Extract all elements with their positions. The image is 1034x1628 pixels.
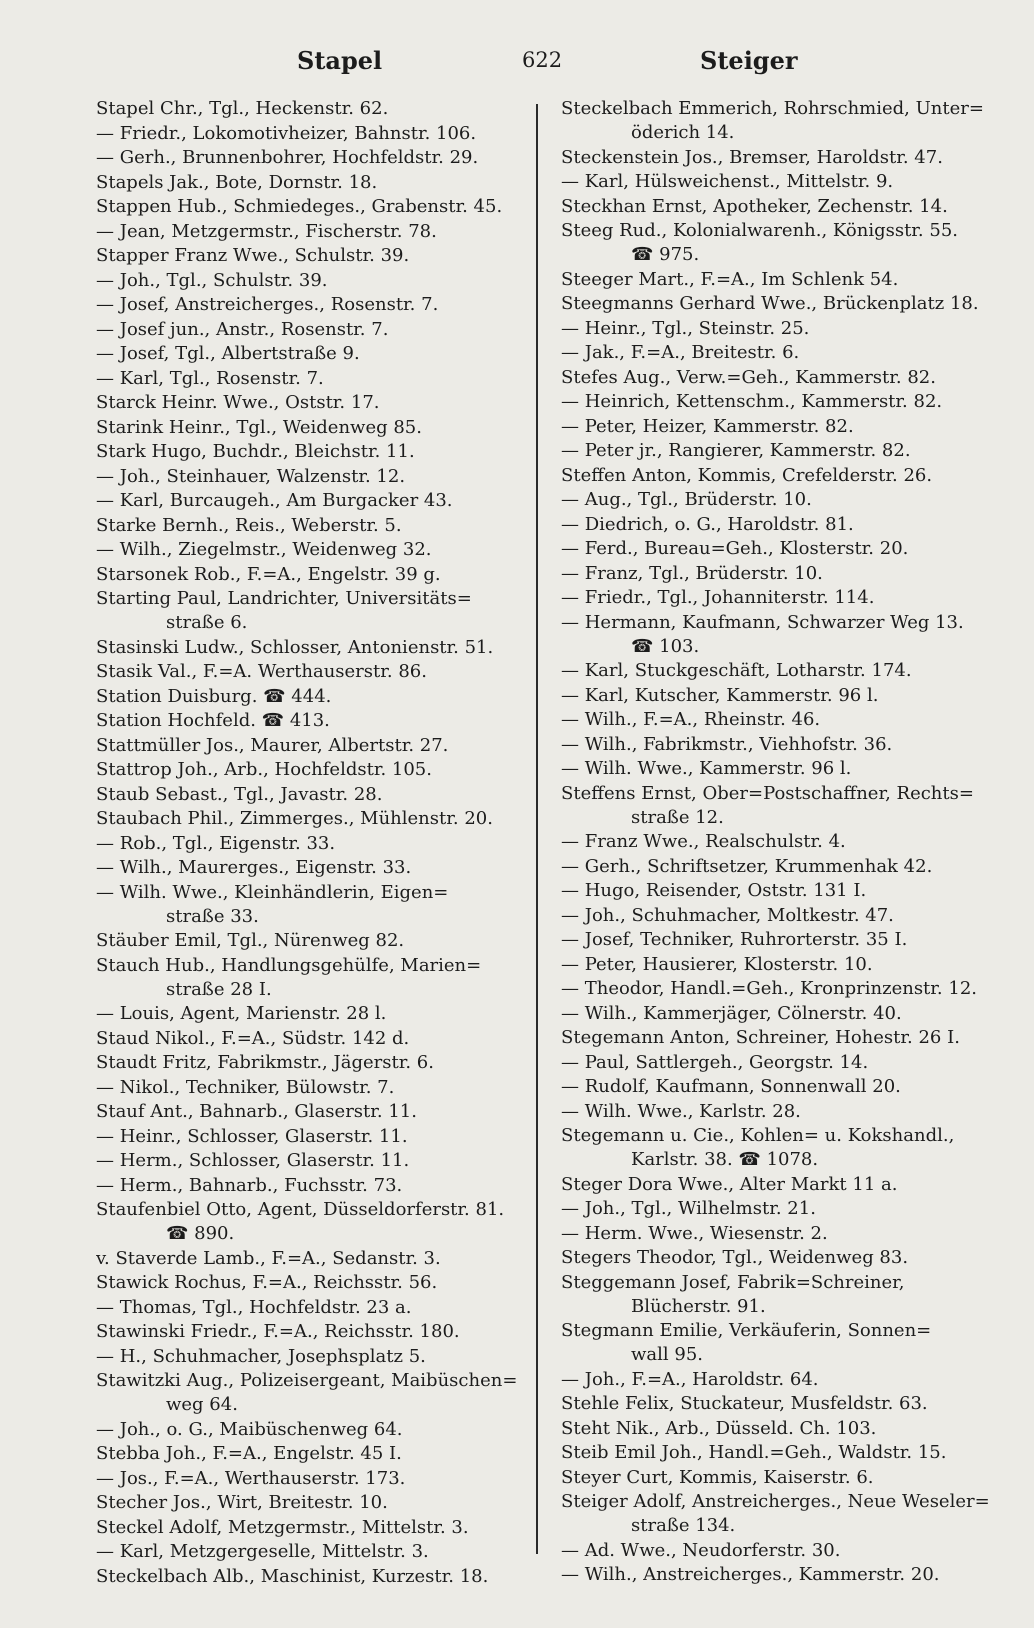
entry-text: — Ferd., Bureau=Geh., Klosterstr. 20. [561, 538, 909, 559]
directory-entry [561, 1100, 991, 1124]
directory-entry [96, 1467, 528, 1491]
entry-continuation: straße 33. [166, 905, 259, 927]
entry-text: — Louis, Agent, Marienstr. 28 l. [96, 1003, 387, 1024]
page-number: 622 [522, 48, 563, 72]
directory-entry [561, 830, 991, 854]
directory-entry [96, 1565, 528, 1589]
entry-text: — Karl, Tgl., Rosenstr. 7. [96, 367, 324, 389]
entry-text: — Rudolf, Kaufmann, Sonnenwall 20. [561, 1076, 901, 1097]
directory-entry [96, 1198, 528, 1246]
entry-continuation: Karlstr. 38. ☎ 1078. [631, 1149, 819, 1170]
directory-entry [96, 1442, 528, 1466]
entry-text: Stefes Aug., Verw.=Geh., Kammerstr. 82. [561, 366, 936, 388]
entry-text: Steht Nik., Arb., Düsseld. Ch. 103. [561, 1417, 877, 1439]
entry-text: Stapels Jak., Bote, Dornstr. 18. [96, 171, 378, 193]
entry-text: — Karl, Kutscher, Kammerstr. 96 l. [561, 684, 879, 706]
directory-entry [96, 1125, 528, 1149]
directory-entry [96, 929, 528, 953]
directory-entry [96, 220, 528, 244]
entry-continuation: ☎ 890. [166, 1223, 235, 1244]
entry-text: — Aug., Tgl., Brüderstr. 10. [561, 489, 812, 510]
directory-entry [561, 1441, 991, 1465]
directory-entry [561, 1319, 991, 1367]
entry-text: Stattmüller Jos., Maurer, Albertstr. 27. [96, 734, 449, 756]
directory-entry [561, 97, 991, 145]
directory-entry [96, 1076, 528, 1100]
directory-entry [96, 856, 528, 880]
entry-text: Stauch Hub., Handlungsgehülfe, Marien= [96, 954, 482, 976]
directory-entry [96, 367, 528, 391]
entry-text: Stapel Chr., Tgl., Heckenstr. 62. [96, 98, 389, 119]
entry-text: — Wilh., Maurerges., Eigenstr. 33. [96, 857, 412, 878]
directory-entry [561, 1271, 991, 1319]
directory-entry [561, 1124, 991, 1172]
directory-entry [96, 538, 528, 562]
entry-text: — Joh., Tgl., Schulstr. 39. [96, 269, 328, 291]
entry-text: Starink Heinr., Tgl., Weidenweg 85. [96, 416, 422, 438]
entry-text: — Wilh. Wwe., Kammerstr. 96 l. [561, 758, 852, 779]
directory-entry [561, 1026, 991, 1050]
entry-text: — Herm. Wwe., Wiesenstr. 2. [561, 1222, 828, 1244]
directory-entry [96, 1540, 528, 1564]
directory-entry [96, 342, 528, 366]
directory-entry [561, 439, 991, 463]
directory-entry [561, 1222, 991, 1246]
directory-entry [96, 1296, 528, 1320]
directory-entry [561, 1417, 991, 1441]
directory-entry [96, 1247, 528, 1271]
right-column [561, 97, 991, 1588]
entry-text: — Herm., Bahnarb., Fuchsstr. 73. [96, 1174, 403, 1196]
entry-text: — Friedr., Tgl., Johanniterstr. 114. [561, 587, 875, 608]
entry-text: — H., Schuhmacher, Josephsplatz 5. [96, 1345, 426, 1367]
entry-text: Stauf Ant., Bahnarb., Glaserstr. 11. [96, 1101, 417, 1122]
entry-text: — Gerh., Brunnenbohrer, Hochfeldstr. 29. [96, 147, 479, 168]
directory-entry [96, 734, 528, 758]
entry-text: — Wilh., F.=A., Rheinstr. 46. [561, 709, 821, 730]
directory-entry [96, 1100, 528, 1124]
directory-entry [561, 390, 991, 414]
entry-text: — Wilh. Wwe., Karlstr. 28. [561, 1100, 801, 1122]
entry-text: — Franz, Tgl., Brüderstr. 10. [561, 562, 823, 584]
directory-entry [96, 1174, 528, 1198]
entry-text: Staudt Fritz, Fabrikmstr., Jägerstr. 6. [96, 1052, 434, 1073]
directory-entry [561, 782, 991, 830]
directory-entry [96, 587, 528, 635]
directory-entry [561, 684, 991, 708]
directory-entry [96, 1345, 528, 1369]
entry-text: Steckelbach Alb., Maschinist, Kurzestr. 18. [96, 1565, 489, 1587]
directory-entry [96, 171, 528, 195]
column-divider [536, 104, 538, 1554]
entry-text: Stasinski Ludw., Schlosser, Antonienstr. 51. [96, 636, 494, 658]
entry-text: v. Staverde Lamb., F.=A., Sedanstr. 3. [96, 1247, 441, 1269]
entry-text: — Gerh., Schriftsetzer, Krummenhak 42. [561, 855, 933, 877]
entry-text: — Joh., o. G., Maibüschenweg 64. [96, 1418, 403, 1440]
entry-text: Starting Paul, Landrichter, Universitäts= [96, 588, 472, 609]
directory-entry [561, 1246, 991, 1270]
entry-text: — Josef, Techniker, Ruhrorterstr. 35 I. [561, 929, 908, 950]
directory-entry [96, 269, 528, 293]
directory-entry [96, 832, 528, 856]
entry-text: Steckhan Ernst, Apotheker, Zechenstr. 14. [561, 195, 948, 217]
entry-text: — Jean, Metzgermstr., Fischerstr. 78. [96, 220, 437, 242]
entry-text: Steffen Anton, Kommis, Crefelderstr. 26. [561, 464, 933, 486]
entry-text: Stawitzki Aug., Polizeisergeant, Maibüschen= [96, 1370, 518, 1391]
entry-text: Steggemann Josef, Fabrik=Schreiner, [561, 1271, 905, 1293]
entry-text: Stecher Jos., Wirt, Breitestr. 10. [96, 1492, 388, 1513]
directory-entry [96, 97, 528, 121]
entry-text: Starsonek Rob., F.=A., Engelstr. 39 g. [96, 563, 441, 585]
entry-text: Stegers Theodor, Tgl., Weidenweg 83. [561, 1247, 909, 1268]
entry-text: Stegemann u. Cie., Kohlen= u. Kokshandl., [561, 1125, 955, 1146]
entry-text: Stattrop Joh., Arb., Hochfeldstr. 105. [96, 759, 432, 780]
entry-text: Stapper Franz Wwe., Schulstr. 39. [96, 245, 410, 266]
entry-text: — Wilh., Ziegelmstr., Weidenweg 32. [96, 539, 432, 560]
entry-text: Stasik Val., F.=A. Werthauserstr. 86. [96, 661, 427, 682]
entry-text: — Karl, Metzgergeselle, Mittelstr. 3. [96, 1541, 429, 1562]
entry-text: — Joh., Tgl., Wilhelmstr. 21. [561, 1198, 816, 1219]
header-right-keyword: Steiger [700, 46, 798, 75]
entry-text: — Peter jr., Rangierer, Kammerstr. 82. [561, 440, 911, 461]
directory-entry [561, 1563, 991, 1587]
entry-text: Steffens Ernst, Ober=Postschaffner, Rechts= [561, 782, 974, 804]
entry-text: Starck Heinr. Wwe., Oststr. 17. [96, 392, 380, 413]
directory-entry [561, 904, 991, 928]
entry-text: Stegemann Anton, Schreiner, Hohestr. 26 I. [561, 1027, 960, 1048]
directory-entry [561, 586, 991, 610]
entry-text: — Nikol., Techniker, Bülowstr. 7. [96, 1076, 395, 1098]
entry-text: — Heinrich, Kettenschm., Kammerstr. 82. [561, 391, 943, 412]
page-header [0, 46, 1034, 86]
entry-text: — Jos., F.=A., Werthauserstr. 173. [96, 1467, 406, 1489]
entry-text: — Peter, Heizer, Kammerstr. 82. [561, 415, 854, 437]
entry-text: Steyer Curt, Kommis, Kaiserstr. 6. [561, 1466, 874, 1488]
entry-text: Steckel Adolf, Metzgermstr., Mittelstr. 3. [96, 1516, 469, 1538]
directory-entry [561, 1466, 991, 1490]
directory-entry [561, 1075, 991, 1099]
entry-text: — Karl, Hülsweichenst., Mittelstr. 9. [561, 171, 894, 192]
entry-text: Steiger Adolf, Anstreicherges., Neue Weseler= [561, 1491, 990, 1512]
entry-text: Steger Dora Wwe., Alter Markt 11 a. [561, 1173, 898, 1195]
directory-entry [96, 440, 528, 464]
entry-text: Staubach Phil., Zimmerges., Mühlenstr. 20. [96, 808, 493, 829]
directory-entry [96, 783, 528, 807]
entry-text: — Joh., F.=A., Haroldstr. 64. [561, 1368, 819, 1390]
directory-entry [561, 1051, 991, 1075]
entry-text: Starke Bernh., Reis., Weberstr. 5. [96, 514, 402, 536]
entry-text: — Heinr., Schlosser, Glaserstr. 11. [96, 1125, 408, 1147]
entry-text: — Heinr., Tgl., Steinstr. 25. [561, 317, 810, 339]
directory-entry [96, 391, 528, 415]
directory-entry [561, 170, 991, 194]
entry-text: Staub Sebast., Tgl., Javastr. 28. [96, 783, 383, 805]
directory-entry [96, 1418, 528, 1442]
directory-entry [96, 1271, 528, 1295]
entry-text: — Josef, Anstreicherges., Rosenstr. 7. [96, 294, 439, 315]
directory-entry [96, 1027, 528, 1051]
entry-text: — Paul, Sattlergeh., Georgstr. 14. [561, 1051, 869, 1073]
directory-entry [96, 244, 528, 268]
directory-entry [96, 122, 528, 146]
directory-entry [561, 708, 991, 732]
entry-continuation: straße 6. [166, 612, 248, 633]
directory-entry [96, 1051, 528, 1075]
entry-text: — Wilh., Kammerjäger, Cölnerstr. 40. [561, 1002, 902, 1024]
entry-continuation: Blücherstr. 91. [631, 1295, 766, 1317]
directory-entry [561, 611, 991, 659]
entry-text: Staufenbiel Otto, Agent, Düsseldorferstr. 81. [96, 1199, 505, 1220]
header-left-keyword: Stapel [297, 46, 383, 75]
entry-text: Stawick Rochus, F.=A., Reichsstr. 56. [96, 1272, 438, 1293]
directory-entry [96, 146, 528, 170]
directory-entry [561, 366, 991, 390]
directory-entry [96, 1320, 528, 1344]
entry-text: Steeg Rud., Kolonialwarenh., Königsstr. 55. [561, 220, 959, 241]
entry-continuation: öderich 14. [631, 122, 735, 143]
directory-entry [561, 146, 991, 170]
directory-entry [561, 733, 991, 757]
directory-entry [561, 1368, 991, 1392]
entry-text: — Hugo, Reisender, Oststr. 131 I. [561, 880, 867, 901]
directory-entry [96, 636, 528, 660]
entry-text: Steib Emil Joh., Handl.=Geh., Waldstr. 15. [561, 1442, 947, 1463]
directory-entry [561, 488, 991, 512]
entry-text: Steegmanns Gerhard Wwe., Brückenplatz 18. [561, 293, 979, 314]
directory-entry [561, 537, 991, 561]
directory-entry [96, 195, 528, 219]
directory-entry [561, 855, 991, 879]
entry-continuation: weg 64. [166, 1394, 238, 1415]
entry-text: — Jak., F.=A., Breitestr. 6. [561, 342, 800, 363]
directory-entry [561, 1002, 991, 1026]
entry-text: Stawinski Friedr., F.=A., Reichsstr. 180. [96, 1321, 460, 1342]
directory-entry [561, 1392, 991, 1416]
entry-text: — Wilh., Fabrikmstr., Viehhofstr. 36. [561, 733, 893, 755]
directory-entry [96, 1149, 528, 1173]
directory-entry [96, 709, 528, 733]
directory-entry [561, 659, 991, 683]
entry-continuation: straße 134. [631, 1515, 736, 1536]
directory-entry [96, 489, 528, 513]
entry-text: Stebba Joh., F.=A., Engelstr. 45 I. [96, 1443, 402, 1464]
directory-entry [561, 317, 991, 341]
directory-entry [96, 1516, 528, 1540]
entry-text: Stegmann Emilie, Verkäuferin, Sonnen= [561, 1320, 932, 1341]
entry-text: — Ad. Wwe., Neudorferstr. 30. [561, 1539, 841, 1561]
directory-entry [561, 953, 991, 977]
directory-entry [96, 293, 528, 317]
directory-entry [561, 1197, 991, 1221]
entry-text: — Franz Wwe., Realschulstr. 4. [561, 831, 846, 852]
directory-entry [96, 758, 528, 782]
directory-entry [96, 1369, 528, 1417]
entry-text: — Rob., Tgl., Eigenstr. 33. [96, 832, 336, 854]
entry-text: Station Hochfeld. ☎ 413. [96, 710, 330, 731]
entry-text: Steckelbach Emmerich, Rohrschmied, Unter= [561, 98, 984, 119]
entry-text: — Hermann, Kaufmann, Schwarzer Weg 13. [561, 611, 964, 633]
entry-text: — Joh., Schuhmacher, Moltkestr. 47. [561, 904, 894, 926]
entry-continuation: wall 95. [631, 1344, 703, 1365]
entry-text: Stäuber Emil, Tgl., Nürenweg 82. [96, 930, 405, 951]
directory-entry [96, 318, 528, 342]
entry-text: — Friedr., Lokomotivheizer, Bahnstr. 106. [96, 122, 477, 144]
entry-text: Stappen Hub., Schmiedeges., Grabenstr. 45. [96, 196, 503, 217]
entry-text: Steckenstein Jos., Bremser, Haroldstr. 47. [561, 146, 943, 168]
directory-entry [561, 879, 991, 903]
entry-text: — Josef, Tgl., Albertstraße 9. [96, 343, 360, 364]
directory-entry [561, 757, 991, 781]
directory-entry [96, 563, 528, 587]
directory-entry [561, 928, 991, 952]
directory-entry [561, 195, 991, 219]
directory-entry [561, 464, 991, 488]
directory-entry [96, 881, 528, 929]
entry-text: — Diedrich, o. G., Haroldstr. 81. [561, 513, 854, 535]
entry-text: — Theodor, Handl.=Geh., Kronprinzenstr. 12. [561, 978, 977, 999]
entry-continuation: ☎ 103. [631, 635, 700, 657]
directory-entry [561, 415, 991, 439]
directory-entry [96, 807, 528, 831]
entry-text: Stehle Felix, Stuckateur, Musfeldstr. 63. [561, 1393, 928, 1414]
directory-entry [96, 660, 528, 684]
entry-text: — Peter, Hausierer, Klosterstr. 10. [561, 953, 873, 975]
directory-entry [561, 219, 991, 267]
directory-entry [561, 341, 991, 365]
entry-text: — Joh., Steinhauer, Walzenstr. 12. [96, 465, 406, 487]
entry-text: Staud Nikol., F.=A., Südstr. 142 d. [96, 1027, 410, 1049]
entry-text: — Thomas, Tgl., Hochfeldstr. 23 a. [96, 1296, 412, 1318]
directory-entry [96, 685, 528, 709]
entry-continuation: straße 28 I. [166, 978, 272, 1000]
entry-text: — Wilh., Anstreicherges., Kammerstr. 20. [561, 1564, 940, 1585]
directory-entry [561, 292, 991, 316]
entry-text: Steeger Mart., F.=A., Im Schlenk 54. [561, 268, 899, 290]
directory-entry [561, 1490, 991, 1538]
directory-entry [96, 1002, 528, 1026]
directory-entry [561, 977, 991, 1001]
directory-entry [561, 1539, 991, 1563]
directory-entry [561, 1173, 991, 1197]
directory-entry [96, 514, 528, 538]
entry-continuation: ☎ 975. [631, 244, 700, 265]
entry-text: — Karl, Stuckgeschäft, Lotharstr. 174. [561, 660, 912, 681]
directory-entry [561, 562, 991, 586]
directory-entry [96, 1491, 528, 1515]
directory-entry [96, 416, 528, 440]
entry-text: — Karl, Burcaugeh., Am Burgacker 43. [96, 490, 453, 511]
left-column [96, 97, 528, 1589]
entry-text: — Herm., Schlosser, Glaserstr. 11. [96, 1150, 410, 1171]
entry-text: Stark Hugo, Buchdr., Bleichstr. 11. [96, 441, 415, 462]
entry-text: — Josef jun., Anstr., Rosenstr. 7. [96, 318, 389, 340]
entry-continuation: straße 12. [631, 806, 724, 828]
directory-entry [561, 513, 991, 537]
directory-entry [96, 954, 528, 1002]
entry-text: — Wilh. Wwe., Kleinhändlerin, Eigen= [96, 881, 449, 903]
entry-text: Station Duisburg. ☎ 444. [96, 685, 332, 707]
directory-entry [561, 268, 991, 292]
directory-entry [96, 465, 528, 489]
